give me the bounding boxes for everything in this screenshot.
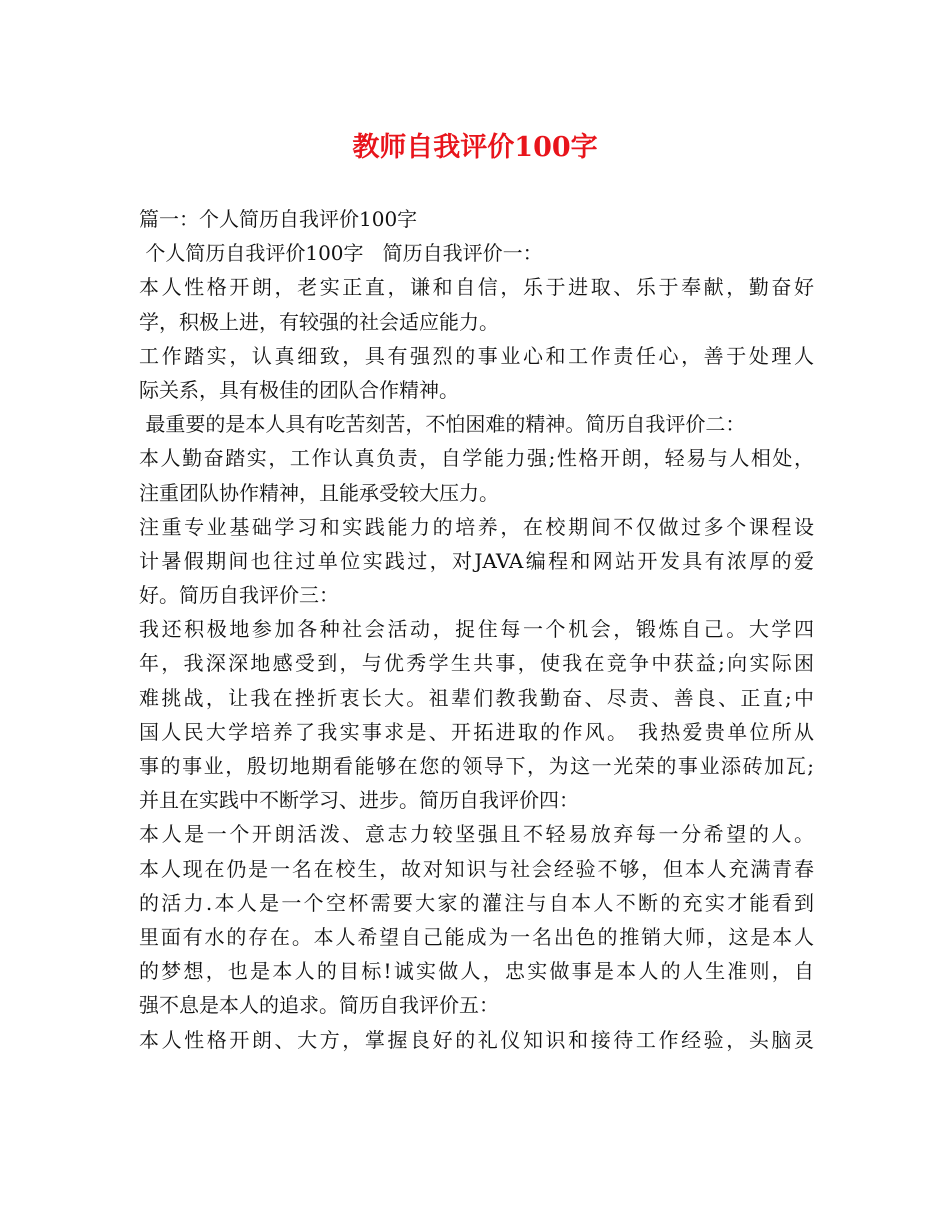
document-body <box>139 202 814 1057</box>
text-line: 国人民大学培养了我实事求是、开拓进取的作风。 我热爱贵单位所从 <box>139 719 814 744</box>
text-line: 篇一：个人简历自我评价100字 <box>139 207 418 231</box>
text-line: 的梦想，也是本人的目标!诚实做人，忠实做事是本人的人生准则，自 <box>139 959 814 984</box>
text-line: 难挑战，让我在挫折衷长大。祖辈们教我勤奋、尽责、善良、正直;中 <box>139 685 814 710</box>
text-line: 注重专业基础学习和实践能力的培养，在校期间不仅做过多个课程设 <box>139 514 814 539</box>
text-line: 本人性格开朗、大方，掌握良好的礼仪知识和接待工作经验，头脑灵 <box>139 1027 814 1052</box>
text-line: 工作踏实，认真细致，具有强烈的事业心和工作责任心，善于处理人 <box>139 343 814 368</box>
text-line: 本人是一个开朗活泼、意志力较坚强且不轻易放弃每一分希望的人。 <box>139 822 814 847</box>
text-line: 个人简历自我评价100字 简历自我评价一： <box>139 241 543 266</box>
text-line: 强不息是本人的追求。简历自我评价五： <box>139 993 499 1018</box>
text-line: 年，我深深地感受到，与优秀学生共事，使我在竞争中获益;向实际困 <box>139 651 814 676</box>
text-line: 里面有水的存在。本人希望自己能成为一名出色的推销大师，这是本人 <box>139 924 814 949</box>
text-line: 事的事业，殷切地期看能够在您的领导下，为这一光荣的事业添砖加瓦; <box>139 754 814 778</box>
text-line: 并且在实践中不断学习、进步。简历自我评价四： <box>139 788 579 813</box>
text-line: 注重团队协作精神，且能承受较大压力。 <box>139 480 499 505</box>
text-line: 本人性格开朗，老实正直，谦和自信，乐于进取、乐于奉献，勤奋好 <box>139 275 814 300</box>
text-line: 学，积极上进，有较强的社会适应能力。 <box>139 309 499 334</box>
text-line: 计暑假期间也往过单位实践过，对JAVA编程和网站开发具有浓厚的爱 <box>139 548 814 573</box>
text-line: 的活力.本人是一个空杯需要大家的灌注与自本人不断的充实才能看到 <box>139 890 814 915</box>
text-line: 好。简历自我评价三： <box>139 583 339 608</box>
document-title: 教师自我评价100字 <box>352 132 598 163</box>
text-line: 最重要的是本人具有吃苦刻苦，不怕困难的精神。简历自我评价二： <box>139 412 746 437</box>
text-line: 际关系，具有极佳的团队合作精神。 <box>139 377 459 402</box>
text-line: 本人勤奋踏实，工作认真负责，自学能力强;性格开朗，轻易与人相处， <box>139 446 814 471</box>
text-line: 本人现在仍是一名在校生，故对知识与社会经验不够，但本人充满青春 <box>139 856 814 881</box>
text-line: 我还积极地参加各种社会活动，捉住每一个机会，锻炼自己。大学四 <box>139 617 814 642</box>
